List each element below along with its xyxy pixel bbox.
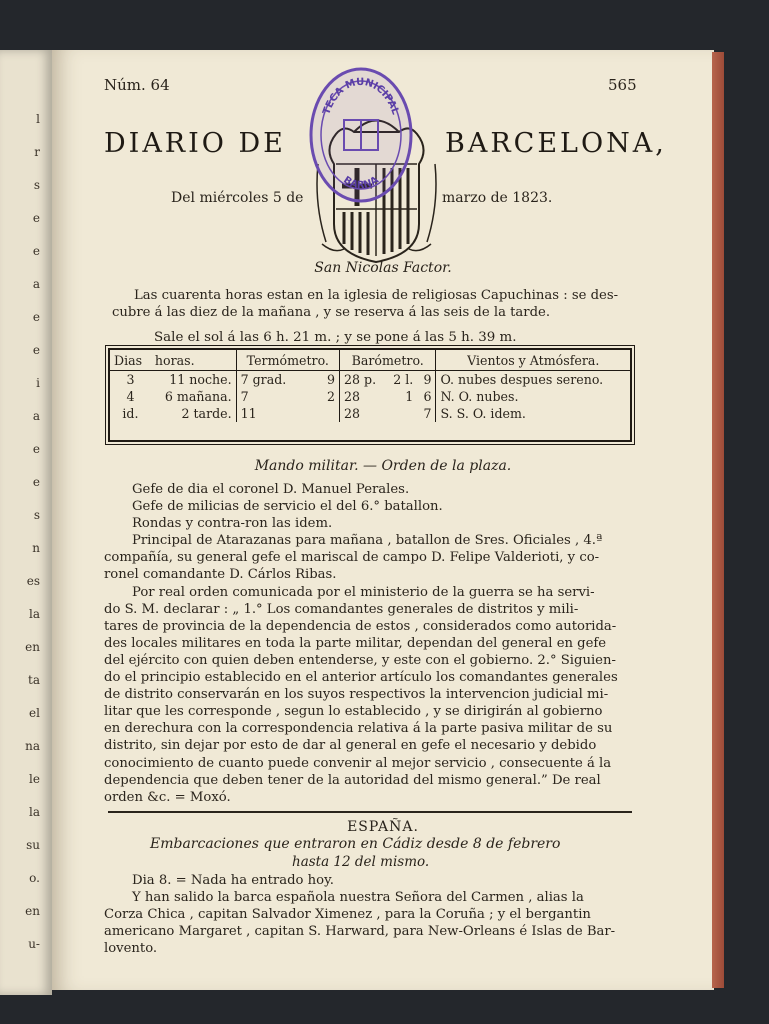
left-page-fragment: e xyxy=(32,442,40,456)
header-winds: Vientos y Atmósfera. xyxy=(436,350,630,371)
left-page-fragment: la xyxy=(29,805,40,819)
barometer-fraction-cell: 7 xyxy=(423,406,432,421)
left-page-fragment: n xyxy=(32,541,40,555)
text-line: Por real orden comunicada por el ministerio de la guerra se ha servi- xyxy=(132,584,595,600)
day-cell: 3 xyxy=(126,372,135,387)
barometer-cell: 28 p. xyxy=(340,371,386,389)
forty-hours-line-1: Las cuarenta horas estan en la iglesia de religiosas Capuchinas : se des- xyxy=(134,288,619,303)
left-page-fragment: el xyxy=(29,706,40,720)
wind-cell: S. S. O. idem. xyxy=(436,405,630,422)
barometer-cell: 28 xyxy=(340,388,386,405)
stamp-text-bottom: BARNA xyxy=(341,174,381,192)
day-cell: 4 xyxy=(126,389,135,404)
left-page-fragment: i xyxy=(36,376,40,390)
text-line: distrito, sin dejar por esto de dar al general en gefe el necesario y debido xyxy=(104,738,597,754)
left-page-fragment: r xyxy=(34,145,40,159)
left-page-fragment: s xyxy=(33,508,40,522)
header-days: Dias xyxy=(110,350,151,371)
barometer-lines-cell: 1 xyxy=(405,389,414,404)
wind-cell: N. O. nubes. xyxy=(436,388,630,405)
barometer-fraction-cell: 6 xyxy=(423,389,432,404)
thermometer-cell: 7 xyxy=(236,388,315,405)
text-line: des locales militares en toda la parte militar, dependan del general en gefe xyxy=(104,635,607,651)
text-line: Rondas y contra-ron las idem. xyxy=(132,516,333,532)
text-line: en derechura con la correspondencia relativa á la parte pasiva militar de su xyxy=(104,721,613,737)
text-line: ronel comandante D. Cárlos Ribas. xyxy=(104,567,337,583)
text-line: compañía, su general gefe el mariscal de campo D. Felipe Valderioti, y co- xyxy=(104,550,600,566)
text-line: tares de provincia de la dependencia de estos , considerados como autorida- xyxy=(104,618,617,634)
newspaper-page xyxy=(52,50,714,990)
issue-date-right: marzo de 1823. xyxy=(442,190,553,206)
text-line: do el principio establecido en el anterior artículo los comandantes generales xyxy=(104,670,618,686)
thermometer-fraction-cell xyxy=(315,405,339,422)
masthead-title-left: DIARIO DE xyxy=(104,128,286,159)
sunrise-sunset-line: Sale el sol á las 6 h. 21 m. ; y se pone á las 5 h. 39 m. xyxy=(154,330,517,345)
forty-hours-line-2: cubre á las diez de la mañana , y se reserva á las seis de la tarde. xyxy=(112,305,551,320)
header-barometer: Barómetro. xyxy=(340,350,436,371)
hour-cell: 6 mañana. xyxy=(164,389,232,404)
left-page-fragment: e xyxy=(32,211,40,225)
weather-header-row xyxy=(110,350,630,371)
header-hours: horas. xyxy=(151,350,236,371)
text-line: conocimiento de cuanto puede convenir al mejor servicio , consecuente á la xyxy=(104,755,612,771)
thermometer-fraction-cell: 9 xyxy=(326,372,335,387)
left-page-fragment: l xyxy=(36,112,40,126)
text-line: de distrito conservarán en los suyos respectivos la intervencion judicial mi- xyxy=(104,687,609,703)
left-page-fragment: na xyxy=(25,739,40,753)
ships-report-body xyxy=(104,872,644,957)
left-page-fragment: en xyxy=(25,904,40,918)
left-page-fragment: e xyxy=(32,475,40,489)
left-facing-page xyxy=(0,50,52,995)
wind-cell: O. nubes despues sereno. xyxy=(436,371,630,389)
text-line: do S. M. declarar : „ 1.° Los comandantes generales de distritos y mili- xyxy=(104,601,579,617)
thermometer-fraction-cell: 2 xyxy=(326,389,335,404)
barometer-lines-cell xyxy=(385,405,417,422)
text-line: litar que les corresponde , segun lo establecido , y se dirigirán al gobierno xyxy=(104,704,603,720)
text-line: Gefe de milicias de servicio el del 6.° batallon. xyxy=(132,499,443,515)
left-page-fragment: e xyxy=(32,310,40,324)
military-section-title: Mando militar. — Orden de la plaza. xyxy=(254,458,512,474)
text-line: americano Margaret , capitan S. Harward, para New-Orleans é Islas de Bar- xyxy=(104,924,616,940)
hour-cell: 11 noche. xyxy=(169,372,232,387)
left-page-fragment: o. xyxy=(29,871,40,885)
left-page-fragment: s xyxy=(33,178,40,192)
left-page-fragment: le xyxy=(29,772,40,786)
spain-section-title: ESPAÑA. xyxy=(347,819,419,835)
stamp-text-top: TECA MUNICIPAL xyxy=(321,76,401,117)
text-line: dependencia que deben tener de la autoridad del mismo general.” De real xyxy=(104,772,601,788)
military-orders-body xyxy=(104,481,644,806)
left-page-fragment: en xyxy=(25,640,40,654)
left-page-fragment: ta xyxy=(28,673,40,687)
text-line: Y han salido la barca española nuestra Señora del Carmen , alias la xyxy=(132,890,584,906)
issue-date-left: Del miércoles 5 de xyxy=(171,190,304,206)
hour-cell: 2 tarde. xyxy=(181,406,232,421)
text-line: Dia 8. = Nada ha entrado hoy. xyxy=(132,873,334,888)
left-page-fragment: es xyxy=(26,574,40,588)
text-line: del ejército con quien deben entenderse, y este con el gobierno. 2.° Siguien- xyxy=(104,652,616,668)
section-divider xyxy=(108,811,632,813)
weather-table xyxy=(108,348,632,442)
left-page-fragment: e xyxy=(32,343,40,357)
left-page-fragment: e xyxy=(32,244,40,258)
issue-number: Núm. 64 xyxy=(104,76,170,94)
header-thermometer: Termómetro. xyxy=(236,350,339,371)
day-cell: id. xyxy=(122,406,139,421)
left-page-fragment: u- xyxy=(28,937,40,951)
left-page-fragment: a xyxy=(32,277,40,291)
text-line: Gefe de dia el coronel D. Manuel Perales. xyxy=(132,482,410,497)
library-stamp-icon xyxy=(308,66,414,204)
barometer-lines-cell: 2 l. xyxy=(393,372,414,387)
left-page-fragment: su xyxy=(26,838,40,852)
thermometer-cell: 11 xyxy=(236,405,315,422)
left-page-fragment: la xyxy=(29,607,40,621)
table-row xyxy=(110,371,630,389)
masthead-title-right: BARCELONA, xyxy=(445,128,667,159)
ships-heading-line-2: hasta 12 del mismo. xyxy=(292,854,430,870)
page-number: 565 xyxy=(608,76,637,94)
page-edge xyxy=(712,52,724,988)
barometer-cell: 28 xyxy=(340,405,386,422)
table-row xyxy=(110,388,630,405)
left-page-fragment: a xyxy=(32,409,40,423)
saint-of-the-day: San Nicolas Factor. xyxy=(314,260,452,276)
text-line: Principal de Atarazanas para mañana , batallon de Sres. Oficiales , 4.ª xyxy=(132,533,603,549)
table-row xyxy=(110,405,630,422)
text-line: orden &c. = Moxó. xyxy=(104,789,231,805)
thermometer-cell: 7 grad. xyxy=(236,371,315,389)
ships-heading-line-1: Embarcaciones que entraron en Cádiz desde 8 de febrero xyxy=(150,836,561,852)
text-line: lovento. xyxy=(104,941,158,957)
text-line: Corza Chica , capitan Salvador Ximenez , para la Coruña ; y el bergantin xyxy=(104,907,591,923)
barometer-fraction-cell: 9 xyxy=(423,372,432,387)
